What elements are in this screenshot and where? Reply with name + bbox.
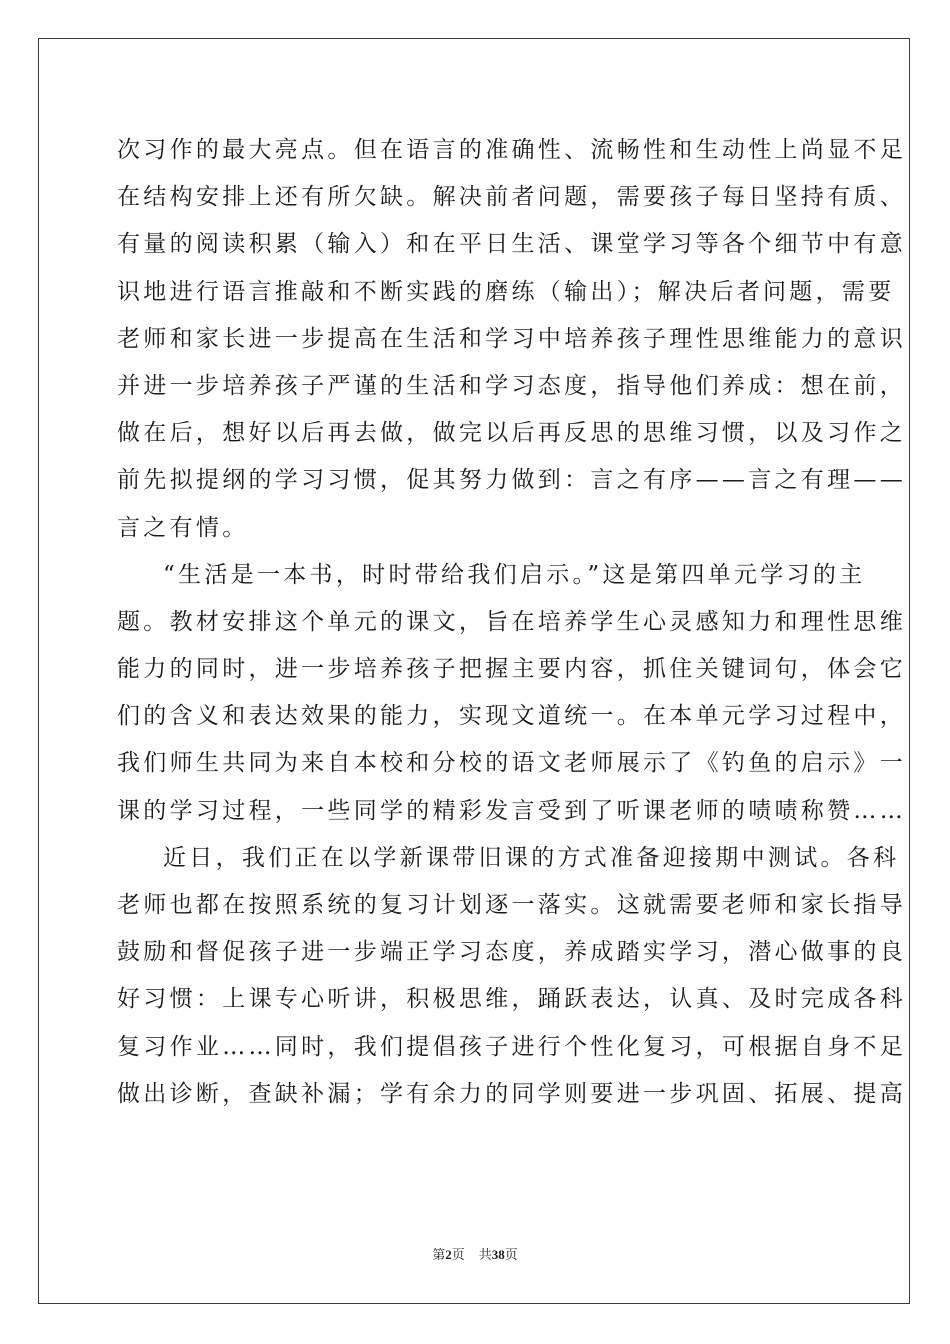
page-number: 2 (445, 1247, 452, 1262)
text-line: 在结构安排上还有所欠缺。解决前者问题，需要孩子每日坚持有质、 (117, 184, 906, 211)
text-line: 好习惯：上课专心听讲，积极思维，踊跃表达，认真、及时完成各科 (117, 986, 906, 1013)
text-line: 老师和家长进一步提高在生活和学习中培养孩子理性思维能力的意识 (117, 325, 906, 352)
paragraph-start-line: 近日，我们正在以学新课带旧课的方式准备迎接期中测试。各科 (163, 844, 900, 871)
text-line: 做出诊断，查缺补漏；学有余力的同学则要进一步巩固、拓展、提高 (117, 1080, 906, 1107)
body-text (117, 127, 906, 1118)
text-line: 识地进行语言推敲和不断实践的磨练（输出）；解决后者问题，需要 (117, 278, 895, 305)
text-line: 并进一步培养孩子严谨的生活和学习态度，指导他们养成：想在前， (117, 372, 906, 399)
text-line: 鼓励和督促孩子进一步端正学习态度，养成踏实学习，潜心做事的良 (117, 939, 906, 966)
text-line: 前先拟提纲的学习习惯，促其努力做到：言之有序——言之有理—— (117, 467, 906, 494)
text-line: 做在后，想好以后再去做，做完以后再反思的思维习惯，以及习作之 (117, 420, 906, 447)
paragraph-start-line: “生活是一本书，时时带给我们启示。”这是第四单元学习的主 (163, 561, 866, 588)
text-line: 次习作的最大亮点。但在语言的准确性、流畅性和生动性上尚显不足 (117, 137, 906, 163)
total-suffix: 页 (504, 1248, 518, 1263)
text-line: 我们师生共同为来自本校和分校的语文老师展示了《钓鱼的启示》一 (117, 750, 906, 777)
total-pages: 38 (491, 1247, 505, 1262)
page-prefix: 第 (432, 1248, 446, 1263)
text-line: 有量的阅读积累（输入）和在平日生活、课堂学习等各个细节中有意 (117, 231, 906, 258)
total-prefix: 共 (478, 1248, 492, 1263)
text-line: 课的学习过程，一些同学的精彩发言受到了听课老师的啧啧称赞…… (117, 797, 906, 824)
text-line: 言之有情。 (117, 514, 249, 541)
text-line: 复习作业……同时，我们提倡孩子进行个性化复习，可根据自身不足 (117, 1033, 906, 1060)
page-suffix: 页 (451, 1248, 465, 1263)
text-line: 能力的同时，进一步培养孩子把握主要内容，抓住关键词句，体会它 (117, 656, 906, 683)
text-line: 老师也都在按照系统的复习计划逐一落实。这就需要老师和家长指导 (117, 892, 906, 918)
page-footer (0, 1244, 950, 1263)
text-line: 题。教材安排这个单元的课文，旨在培养学生心灵感知力和理性思维 (117, 608, 906, 635)
text-line: 们的含义和表达效果的能力，实现文道统一。在本单元学习过程中， (117, 703, 906, 730)
